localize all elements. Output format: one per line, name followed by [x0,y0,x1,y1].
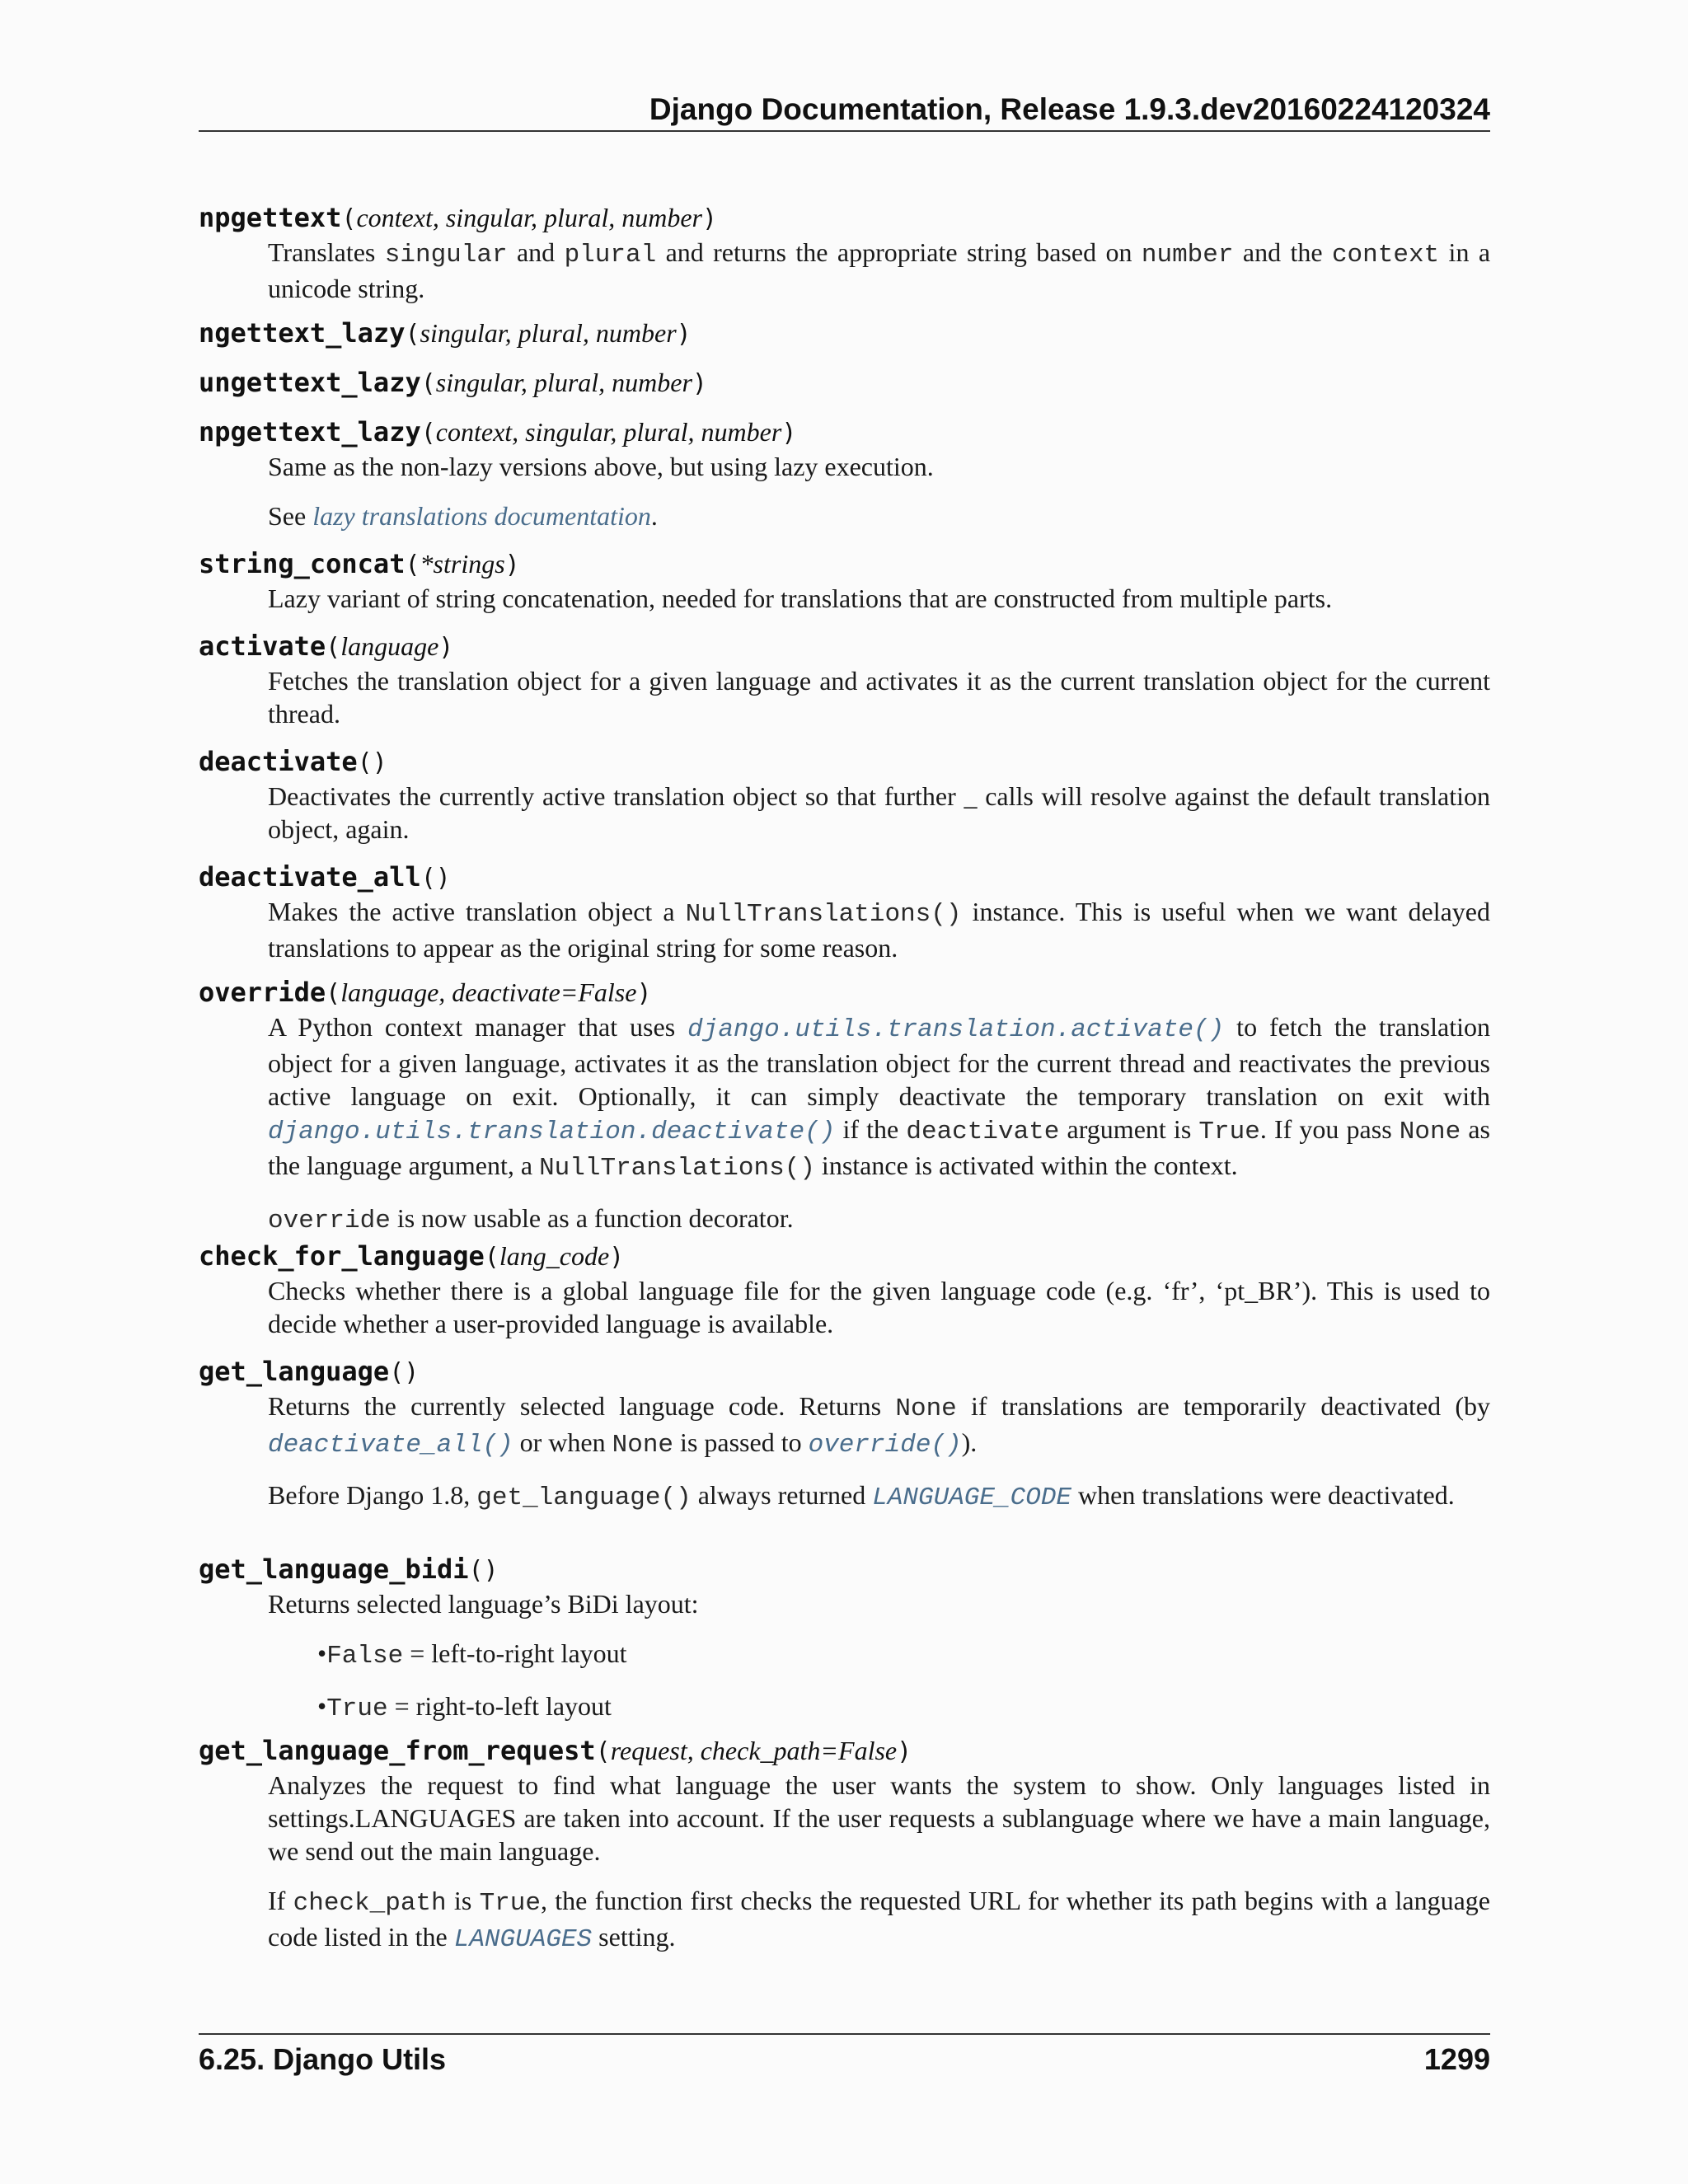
entry-check-for-language [199,1240,1490,1340]
description: Fetches the translation object for a given language and activates it as the current translation object for the current thread. [268,666,1490,729]
deactivate-all-link[interactable]: deactivate_all() [268,1431,513,1460]
function-name: activate [199,630,326,662]
signature: ungettext_lazy(singular, plural, number) [199,367,707,398]
signature: activate(language) [199,630,454,662]
entry-string-concat [199,547,1490,615]
function-name: string_concat [199,548,406,579]
signature: npgettext(context, singular, plural, number) [199,202,718,233]
footer-divider [199,2033,1490,2035]
description: Deactivates the currently active translation object so that further _ calls will resolve against the default translation object, again. [268,781,1490,844]
description: A Python context manager that uses django.utils.translation.activate() to fetch the translation object for a given language, activates it as the translation object for the current thread and reactivates the previous active language on exit. Optionally, it can simply deactivate the temporary translation on exit with django.utils.translation.deactivate() if the deactivate argument is True. If you pass None as the language argument, a NullTranslations() instance is activated within the context. override is now usable as a function decorator. [268,1012,1491,1235]
signature: ngettext_lazy(singular, plural, number) [199,317,692,349]
function-params: singular, plural, number [420,318,677,348]
override-link[interactable]: override() [808,1431,962,1460]
bidi-list [268,1637,1490,1726]
function-name: ngettext_lazy [199,317,406,349]
function-name: get_language_bidi [199,1554,469,1585]
page-header-title: Django Documentation, Release 1.9.3.dev20160224120324 [649,92,1490,126]
entry-get-language-bidi [199,1553,1490,1726]
function-params: singular, plural, number [435,368,692,397]
language-code-link[interactable]: LANGUAGE_CODE [872,1483,1072,1512]
signature: string_concat(*strings) [199,548,520,579]
function-name: deactivate_all [199,861,421,893]
function-name: deactivate [199,746,358,777]
deactivate-link[interactable]: django.utils.translation.deactivate() [268,1118,836,1146]
description: Translates singular and plural and returns the appropriate string based on number and the context in a unicode string. [268,237,1491,303]
entry-override [199,976,1490,1238]
description: Same as the non-lazy versions above, but using lazy execution. See lazy translations documentation. [268,452,934,531]
signature: deactivate() [199,746,387,777]
function-params: language, deactivate=False [340,977,637,1007]
entry-activate [199,630,1490,730]
function-params: context, singular, plural, number [435,417,782,447]
description: Makes the active translation object a NullTranslations() instance. This is useful when we want delayed translations to appear as the original string for some reason. [268,897,1491,963]
footer-section-title: 6.25. Django Utils [199,2042,447,2076]
function-name: override [199,977,326,1008]
description: Lazy variant of string concatenation, needed for translations that are constructed from multiple parts. [268,583,1333,613]
list-item: •True = right-to-left layout [317,1691,612,1723]
entry-deactivate [199,745,1490,846]
signature: get_language() [199,1356,420,1387]
entry-ngettext-lazy [199,316,1490,351]
function-name: npgettext_lazy [199,416,421,448]
signature: npgettext_lazy(context, singular, plural, number) [199,416,797,448]
function-name: check_for_language [199,1240,485,1272]
function-params: request, check_path=False [610,1736,898,1765]
entry-get-language-from-request [199,1734,1490,1957]
activate-link[interactable]: django.utils.translation.activate() [687,1015,1225,1044]
signature: get_language_from_request(request, check_path=False) [199,1735,912,1766]
function-name: get_language [199,1356,390,1387]
function-params: language [340,631,439,661]
header-divider [199,130,1490,132]
signature: get_language_bidi() [199,1554,499,1585]
function-params: *strings [420,549,505,579]
signature: override(language, deactivate=False) [199,977,652,1008]
list-item: •False = left-to-right layout [317,1638,627,1671]
description: Returns selected language’s BiDi layout: •False = left-to-right layout •True = right-to-left layout [268,1587,1490,1726]
entry-ungettext-lazy [199,366,1490,401]
entry-deactivate-all [199,860,1490,964]
description: Analyzes the request to find what language the user wants the system to show. Only languages listed in settings.LANGUAGES are taken into account. If the user requests a sublanguage where we have a main language, we send out the main language. If check_path is True, the function first checks the requested URL for whether its path begins with a language code listed in the LANGUAGES setting. [268,1770,1491,1954]
function-params: context, singular, plural, number [356,203,702,232]
function-name: get_language_from_request [199,1735,596,1766]
entry-npgettext [199,201,1490,305]
description: Checks whether there is a global language file for the given language code (e.g. ‘fr’, ‘pt_BR’). This is used to decide whether a user-provided language is available. [268,1276,1490,1338]
function-params: lang_code [499,1241,610,1271]
languages-setting-link[interactable]: LANGUAGES [453,1925,593,1954]
signature: check_for_language(lang_code) [199,1240,625,1272]
signature: deactivate_all() [199,861,451,893]
function-name: npgettext [199,202,342,233]
description: Returns the currently selected language code. Returns None if translations are temporarily deactivated (by deactivate_all() or when None is passed to override()). Before Django 1.8, get_language() always returned LANGUAGE_CODE when translations were deactivated. [268,1391,1491,1512]
function-name: ungettext_lazy [199,367,421,398]
lazy-translations-link[interactable]: lazy translations documentation [312,501,651,531]
entry-npgettext-lazy [199,415,1490,532]
entry-get-language [199,1355,1490,1515]
page-number: 1299 [1423,2042,1490,2076]
